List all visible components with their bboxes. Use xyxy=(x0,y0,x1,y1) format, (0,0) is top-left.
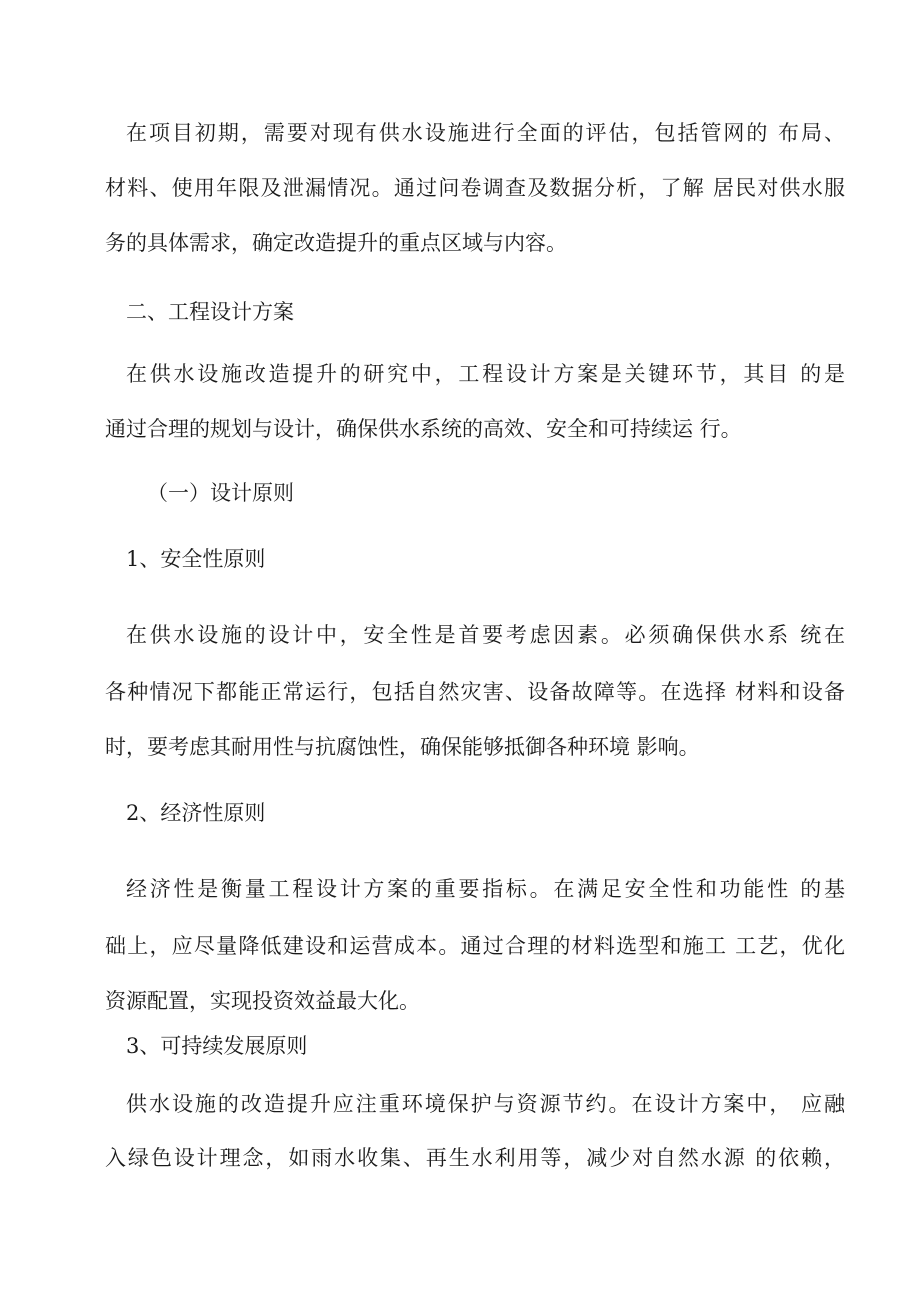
paragraph-3-line-3: 时，要考虑其耐用性与抗腐蚀性，确保能够抵御各种环境 影响。 xyxy=(105,735,700,759)
paragraph-3-line-2: 各种情况下都能正常运行，包括自然灾害、设备故障等。在选择 材料和设备 xyxy=(105,680,845,704)
subsection-heading-1: （一）设计原则 xyxy=(147,481,294,505)
paragraph-2-line-2: 通过合理的规划与设计，确保供水系统的高效、安全和可持续运 行。 xyxy=(105,417,742,441)
paragraph-4-line-2: 础上，应尽量降低建设和运营成本。通过合理的材料选型和施工 工艺，优化 xyxy=(105,934,845,958)
section-heading-2: 二、工程设计方案 xyxy=(126,300,294,324)
paragraph-5-line-1: 供水设施的改造提升应注重环境保护与资源节约。在设计方案中， 应融 xyxy=(126,1092,845,1116)
paragraph-4-line-1: 经济性是衡量工程设计方案的重要指标。在满足安全性和功能性 的基 xyxy=(126,877,845,901)
paragraph-5-line-2: 入绿色设计理念，如雨水收集、再生水利用等，减少对自然水源 的依赖， xyxy=(105,1146,845,1170)
principle-heading-3: 3、可持续发展原则 xyxy=(126,1034,308,1058)
paragraph-1-line-3: 务的具体需求，确定改造提升的重点区域与内容。 xyxy=(105,231,567,255)
paragraph-4-line-3: 资源配置，实现投资效益最大化。 xyxy=(105,989,420,1013)
principle-heading-1: 1、安全性原则 xyxy=(126,547,266,571)
paragraph-2-line-1: 在供水设施改造提升的研究中，工程设计方案是关键环节，其目 的是 xyxy=(126,362,845,386)
paragraph-1-line-1: 在项目初期，需要对现有供水设施进行全面的评估，包括管网的 布局、 xyxy=(126,121,845,145)
principle-heading-2: 2、经济性原则 xyxy=(126,801,266,825)
paragraph-3-line-1: 在供水设施的设计中，安全性是首要考虑因素。必须确保供水系 统在 xyxy=(126,623,845,647)
paragraph-1-line-2: 材料、使用年限及泄漏情况。通过问卷调查及数据分析，了解 居民对供水服 xyxy=(105,176,845,200)
